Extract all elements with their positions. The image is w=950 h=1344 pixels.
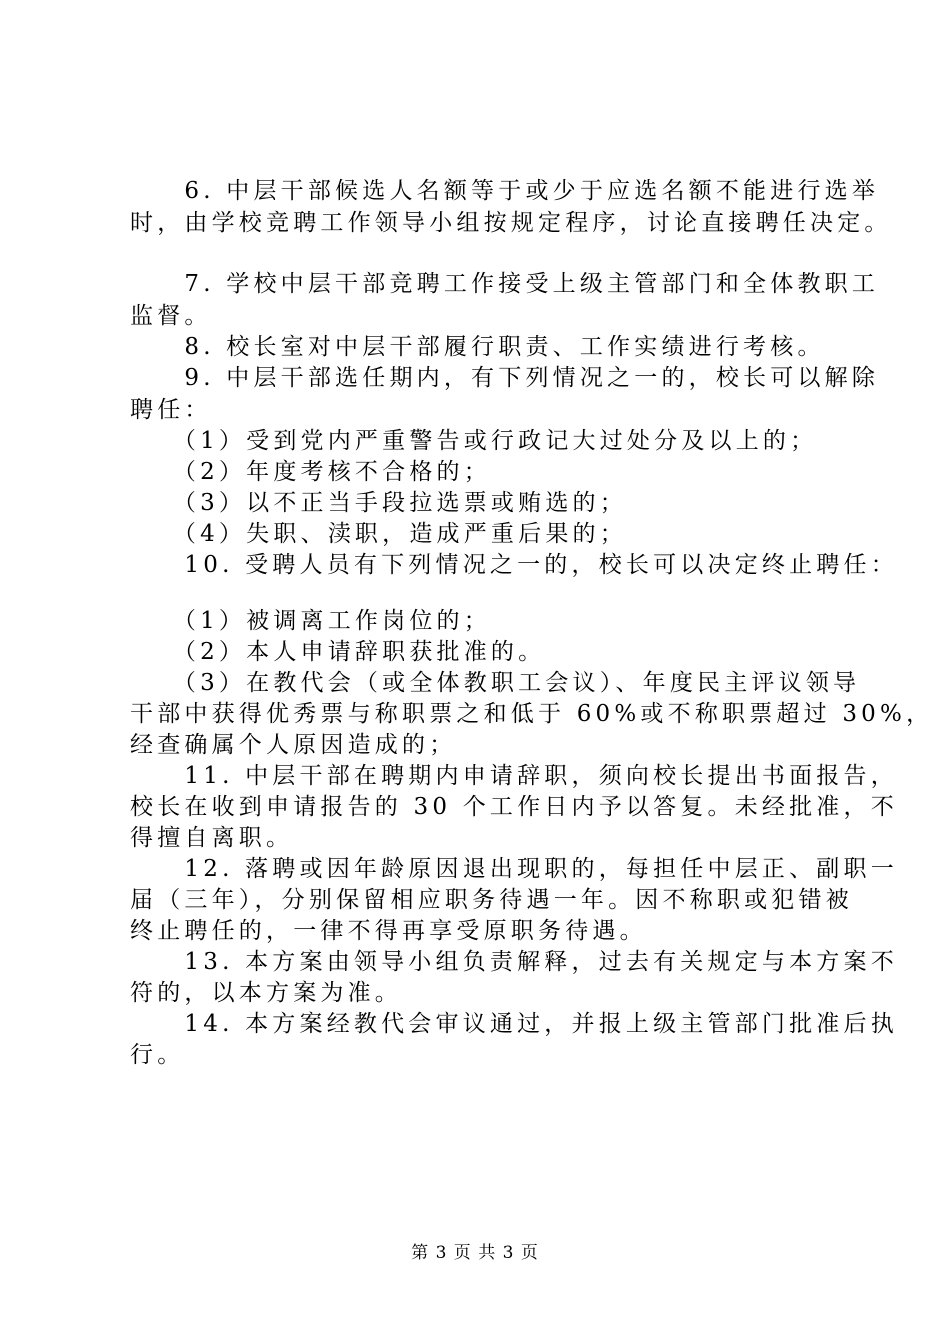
text-line: 经查确属个人原因造成的； bbox=[130, 732, 457, 758]
text-line: 校长在收到申请报告的 30 个工作日内予以答复。未经批准，不 bbox=[130, 794, 898, 820]
text-line: 终止聘任的，一律不得再享受原职务待遇。 bbox=[130, 918, 647, 944]
text-line: 10. 受聘人员有下列情况之一的，校长可以决定终止聘任： bbox=[130, 552, 898, 578]
text-line: 干部中获得优秀票与称职票之和低于 60%或不称职票超过 30%， bbox=[130, 701, 934, 727]
text-line: 8. 校长室对中层干部履行职责、工作实绩进行考核。 bbox=[130, 334, 825, 360]
page-number-footer: 第 3 页 共 3 页 bbox=[411, 1243, 539, 1263]
text-line: 符的，以本方案为准。 bbox=[130, 980, 402, 1006]
text-line: （2）本人申请辞职获批准的。 bbox=[130, 639, 546, 665]
text-line: 13. 本方案由领导小组负责解释，过去有关规定与本方案不 bbox=[130, 949, 898, 975]
text-line: 时，由学校竞聘工作领导小组按规定程序，讨论直接聘任决定。 bbox=[130, 210, 892, 236]
text-line: 9. 中层干部选任期内，有下列情况之一的，校长可以解除 bbox=[130, 365, 880, 391]
text-line: （3）以不正当手段拉选票或贿选的； bbox=[130, 490, 627, 516]
text-line: 7. 学校中层干部竞聘工作接受上级主管部门和全体教职工 bbox=[130, 271, 880, 297]
text-line: 11. 中层干部在聘期内申请辞职，须向校长提出书面报告， bbox=[130, 763, 898, 789]
text-line: 行。 bbox=[130, 1042, 185, 1068]
text-line: 6. 中层干部候选人名额等于或少于应选名额不能进行选举 bbox=[130, 178, 880, 204]
text-line: 得擅自离职。 bbox=[130, 825, 294, 851]
text-line: 14. 本方案经教代会审议通过，并报上级主管部门批准后执 bbox=[130, 1011, 898, 1037]
text-line: （2）年度考核不合格的； bbox=[130, 459, 491, 485]
text-line: 12. 落聘或因年龄原因退出现职的，每担任中层正、副职一 bbox=[130, 856, 898, 882]
text-line: 监督。 bbox=[130, 303, 212, 329]
text-line: （4）失职、渎职，造成严重后果的； bbox=[130, 521, 627, 547]
text-line: （3）在教代会（或全体教职工会议）、年度民主评议领导 bbox=[130, 670, 861, 696]
text-line: （1）被调离工作岗位的； bbox=[130, 608, 491, 634]
text-line: 届（三年），分别保留相应职务待遇一年。因不称职或犯错被 bbox=[130, 887, 853, 913]
text-line: （1）受到党内严重警告或行政记大过处分及以上的； bbox=[130, 428, 818, 454]
text-line: 聘任： bbox=[130, 397, 212, 423]
